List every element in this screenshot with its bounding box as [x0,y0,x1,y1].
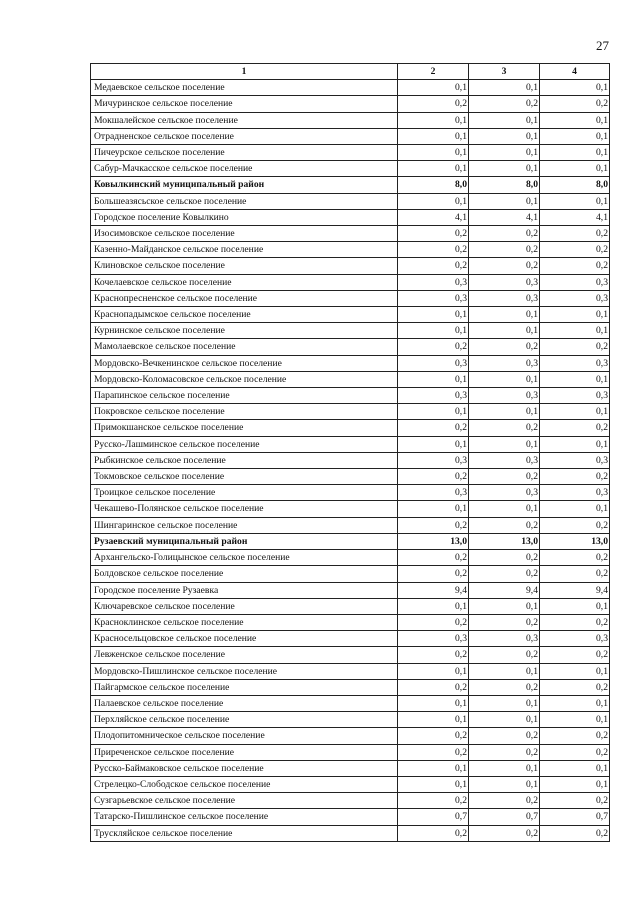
row-col-4-cell: 0,2 [540,614,610,630]
row-name-cell: Токмовское сельское поселение [91,469,398,485]
table-row [91,631,610,647]
row-col-3-cell: 0,3 [469,388,540,404]
row-name-cell: Мордовско-Пишлинское сельское поселение [91,663,398,679]
row-col-3-cell: 0,1 [469,663,540,679]
table-row [91,80,610,96]
table-row [91,388,610,404]
row-col-4-cell: 0,3 [540,274,610,290]
row-col-3-cell: 0,3 [469,485,540,501]
row-col-3-cell: 13,0 [469,533,540,549]
row-col-3-cell: 0,1 [469,193,540,209]
table-row [91,825,610,841]
row-col-3-cell: 0,3 [469,355,540,371]
row-col-4-cell: 0,1 [540,760,610,776]
row-name-cell: Покровское сельское поселение [91,404,398,420]
row-col-4-cell: 0,1 [540,776,610,792]
table-row [91,436,610,452]
table-row [91,290,610,306]
table-row [91,744,610,760]
table-row [91,566,610,582]
row-name-cell: Русско-Баймаковское сельское поселение [91,760,398,776]
row-col-4-cell: 0,1 [540,193,610,209]
row-col-4-cell: 9,4 [540,582,610,598]
row-col-4-cell: 0,7 [540,809,610,825]
row-name-cell: Трускляйское сельское поселение [91,825,398,841]
row-col-2-cell: 0,2 [398,647,469,663]
row-name-cell: Пайгармское сельское поселение [91,679,398,695]
row-col-3-cell: 0,2 [469,647,540,663]
row-col-3-cell: 0,1 [469,598,540,614]
row-col-4-cell: 0,2 [540,679,610,695]
row-col-2-cell: 0,1 [398,161,469,177]
header-col-2: 2 [398,64,469,80]
row-col-2-cell: 0,1 [398,436,469,452]
row-col-3-cell: 0,1 [469,760,540,776]
row-col-3-cell: 0,2 [469,242,540,258]
row-col-2-cell: 0,2 [398,550,469,566]
row-name-cell: Городское поселение Ковылкино [91,209,398,225]
row-col-2-cell: 0,1 [398,776,469,792]
row-col-2-cell: 0,1 [398,760,469,776]
row-col-2-cell: 0,2 [398,614,469,630]
row-col-3-cell: 0,2 [469,96,540,112]
row-col-4-cell: 0,2 [540,420,610,436]
row-name-cell: Отрадненское сельское поселение [91,128,398,144]
table-row [91,679,610,695]
table-header-row [91,64,610,80]
row-col-4-cell: 0,1 [540,598,610,614]
row-col-3-cell: 0,1 [469,436,540,452]
row-col-3-cell: 0,1 [469,80,540,96]
row-col-2-cell: 0,1 [398,663,469,679]
row-col-3-cell: 0,1 [469,712,540,728]
row-col-3-cell: 0,2 [469,614,540,630]
row-col-2-cell: 0,2 [398,226,469,242]
row-name-cell: Казенно-Майданское сельское поселение [91,242,398,258]
row-name-cell: Шингаринское сельское поселение [91,517,398,533]
table-row [91,647,610,663]
row-col-4-cell: 0,1 [540,501,610,517]
table-row [91,323,610,339]
row-col-2-cell: 13,0 [398,533,469,549]
row-col-4-cell: 0,3 [540,388,610,404]
row-col-2-cell: 0,3 [398,355,469,371]
row-col-2-cell: 0,3 [398,388,469,404]
row-col-4-cell: 0,1 [540,128,610,144]
table-row [91,96,610,112]
table-row [91,452,610,468]
table-row [91,663,610,679]
row-col-2-cell: 0,2 [398,793,469,809]
row-col-3-cell: 0,2 [469,744,540,760]
table-row [91,695,610,711]
row-name-cell: Клиновское сельское поселение [91,258,398,274]
row-col-3-cell: 0,2 [469,793,540,809]
row-name-cell: Приреченское сельское поселение [91,744,398,760]
row-col-2-cell: 0,3 [398,631,469,647]
row-name-cell: Троицкое сельское поселение [91,485,398,501]
row-col-3-cell: 0,1 [469,145,540,161]
row-col-3-cell: 0,2 [469,566,540,582]
row-name-cell: Кочелаевское сельское поселение [91,274,398,290]
table-row [91,809,610,825]
row-name-cell: Пичеурское сельское поселение [91,145,398,161]
row-name-cell: Изосимовское сельское поселение [91,226,398,242]
row-col-2-cell: 0,7 [398,809,469,825]
row-col-2-cell: 0,2 [398,744,469,760]
row-col-3-cell: 0,1 [469,161,540,177]
table-row [91,728,610,744]
table-row [91,712,610,728]
row-name-cell: Мордовско-Вечкенинское сельское поселение [91,355,398,371]
row-col-2-cell: 9,4 [398,582,469,598]
row-name-cell: Ковылкинский муниципальный район [91,177,398,193]
row-col-4-cell: 0,1 [540,695,610,711]
row-col-3-cell: 0,1 [469,776,540,792]
row-col-4-cell: 0,2 [540,517,610,533]
row-name-cell: Мичуринское сельское поселение [91,96,398,112]
row-name-cell: Курнинское сельское поселение [91,323,398,339]
table-row [91,517,610,533]
row-name-cell: Татарско-Пишлинское сельское поселение [91,809,398,825]
row-col-4-cell: 8,0 [540,177,610,193]
row-name-cell: Парапинское сельское поселение [91,388,398,404]
header-col-1: 1 [91,64,398,80]
row-col-2-cell: 0,1 [398,598,469,614]
row-col-3-cell: 0,2 [469,420,540,436]
row-col-2-cell: 0,2 [398,469,469,485]
row-col-3-cell: 0,2 [469,550,540,566]
row-col-2-cell: 0,2 [398,679,469,695]
row-col-4-cell: 0,3 [540,290,610,306]
row-col-3-cell: 0,3 [469,452,540,468]
table-row [91,420,610,436]
row-name-cell: Архангельско-Голицынское сельское поселение [91,550,398,566]
row-col-2-cell: 0,1 [398,307,469,323]
row-name-cell: Красноклинское сельское поселение [91,614,398,630]
row-col-4-cell: 0,1 [540,145,610,161]
row-col-4-cell: 0,2 [540,258,610,274]
row-col-4-cell: 0,1 [540,371,610,387]
row-col-2-cell: 0,1 [398,404,469,420]
table-row [91,371,610,387]
row-col-4-cell: 0,2 [540,647,610,663]
row-col-2-cell: 0,2 [398,825,469,841]
row-name-cell: Городское поселение Рузаевка [91,582,398,598]
table-row [91,485,610,501]
row-col-3-cell: 0,2 [469,469,540,485]
row-name-cell: Перхляйское сельское поселение [91,712,398,728]
row-col-3-cell: 0,1 [469,501,540,517]
row-col-4-cell: 0,1 [540,161,610,177]
data-table [90,63,610,842]
table-row [91,112,610,128]
row-col-4-cell: 0,3 [540,485,610,501]
table-row [91,258,610,274]
table-row [91,128,610,144]
row-name-cell: Ключаревское сельское поселение [91,598,398,614]
row-name-cell: Мордовско-Коломасовское сельское поселение [91,371,398,387]
table-row [91,776,610,792]
row-name-cell: Рузаевский муниципальный район [91,533,398,549]
row-col-2-cell: 0,2 [398,420,469,436]
row-col-4-cell: 0,2 [540,728,610,744]
table-row [91,355,610,371]
table-row [91,226,610,242]
row-col-3-cell: 0,1 [469,323,540,339]
table-row [91,145,610,161]
row-name-cell: Красносельцовское сельское поселение [91,631,398,647]
row-col-4-cell: 0,2 [540,339,610,355]
row-name-cell: Палаевское сельское поселение [91,695,398,711]
row-name-cell: Примокшанское сельское поселение [91,420,398,436]
row-col-3-cell: 0,2 [469,728,540,744]
row-name-cell: Русско-Лашминское сельское поселение [91,436,398,452]
row-col-2-cell: 0,2 [398,517,469,533]
row-col-4-cell: 0,2 [540,566,610,582]
row-col-2-cell: 0,2 [398,339,469,355]
row-col-4-cell: 0,1 [540,323,610,339]
row-name-cell: Левженское сельское поселение [91,647,398,663]
row-col-3-cell: 0,2 [469,679,540,695]
row-col-2-cell: 0,3 [398,452,469,468]
row-name-cell: Краснопресненское сельское поселение [91,290,398,306]
row-col-3-cell: 0,1 [469,112,540,128]
row-col-4-cell: 13,0 [540,533,610,549]
row-col-4-cell: 0,2 [540,226,610,242]
table-row [91,307,610,323]
table-row [91,242,610,258]
row-col-2-cell: 4,1 [398,209,469,225]
row-name-cell: Мокшалейское сельское поселение [91,112,398,128]
row-name-cell: Сабур-Мачкасское сельское поселение [91,161,398,177]
row-col-2-cell: 0,1 [398,323,469,339]
row-col-4-cell: 0,1 [540,436,610,452]
row-col-4-cell: 0,2 [540,825,610,841]
page-number: 27 [596,38,609,53]
row-col-3-cell: 0,3 [469,274,540,290]
table-row [91,193,610,209]
row-col-3-cell: 9,4 [469,582,540,598]
row-col-3-cell: 8,0 [469,177,540,193]
row-col-3-cell: 0,1 [469,128,540,144]
table-row [91,404,610,420]
row-col-2-cell: 0,3 [398,290,469,306]
table-row [91,501,610,517]
table-row [91,582,610,598]
row-name-cell: Большеазясьское сельское поселение [91,193,398,209]
row-col-3-cell: 0,1 [469,404,540,420]
table-row [91,177,610,193]
row-col-4-cell: 0,2 [540,793,610,809]
row-col-4-cell: 0,1 [540,112,610,128]
table-row [91,209,610,225]
row-col-3-cell: 0,2 [469,339,540,355]
table-row [91,533,610,549]
row-col-4-cell: 4,1 [540,209,610,225]
row-col-4-cell: 0,1 [540,712,610,728]
row-col-2-cell: 0,1 [398,80,469,96]
row-col-2-cell: 0,3 [398,274,469,290]
row-col-3-cell: 0,2 [469,258,540,274]
table-row [91,550,610,566]
row-col-4-cell: 0,3 [540,631,610,647]
row-col-2-cell: 0,2 [398,566,469,582]
row-col-4-cell: 0,1 [540,80,610,96]
row-col-2-cell: 0,1 [398,371,469,387]
row-col-4-cell: 0,1 [540,663,610,679]
row-col-3-cell: 0,3 [469,290,540,306]
table-row [91,760,610,776]
row-col-2-cell: 0,1 [398,145,469,161]
row-col-2-cell: 0,1 [398,128,469,144]
row-col-3-cell: 0,2 [469,825,540,841]
row-name-cell: Чекашево-Полянское сельское поселение [91,501,398,517]
row-col-2-cell: 0,1 [398,712,469,728]
row-col-2-cell: 0,1 [398,193,469,209]
row-col-2-cell: 0,2 [398,258,469,274]
row-name-cell: Рыбкинское сельское поселение [91,452,398,468]
row-col-4-cell: 0,2 [540,96,610,112]
table-row [91,598,610,614]
row-col-3-cell: 0,2 [469,226,540,242]
table-row [91,339,610,355]
row-col-3-cell: 4,1 [469,209,540,225]
table-row [91,793,610,809]
table-row [91,469,610,485]
row-col-2-cell: 0,1 [398,695,469,711]
row-col-3-cell: 0,1 [469,307,540,323]
row-col-2-cell: 0,2 [398,728,469,744]
row-name-cell: Мамолаевское сельское поселение [91,339,398,355]
row-col-4-cell: 0,1 [540,307,610,323]
header-col-4: 4 [540,64,610,80]
row-name-cell: Краснопадымское сельское поселение [91,307,398,323]
row-col-2-cell: 8,0 [398,177,469,193]
row-col-3-cell: 0,2 [469,517,540,533]
row-col-4-cell: 0,2 [540,469,610,485]
row-col-4-cell: 0,1 [540,404,610,420]
row-col-3-cell: 0,1 [469,695,540,711]
row-col-3-cell: 0,1 [469,371,540,387]
table-row [91,161,610,177]
row-col-4-cell: 0,2 [540,744,610,760]
row-name-cell: Плодопитомническое сельское поселение [91,728,398,744]
row-col-4-cell: 0,2 [540,242,610,258]
row-col-2-cell: 0,1 [398,501,469,517]
table-row [91,274,610,290]
table-row [91,614,610,630]
row-col-4-cell: 0,3 [540,452,610,468]
row-col-2-cell: 0,2 [398,242,469,258]
header-col-3: 3 [469,64,540,80]
row-col-4-cell: 0,3 [540,355,610,371]
row-col-2-cell: 0,1 [398,112,469,128]
row-col-4-cell: 0,2 [540,550,610,566]
table-body [91,80,610,842]
row-col-3-cell: 0,3 [469,631,540,647]
row-name-cell: Медаевское сельское поселение [91,80,398,96]
row-name-cell: Стрелецко-Слободское сельское поселение [91,776,398,792]
row-col-3-cell: 0,7 [469,809,540,825]
row-name-cell: Болдовское сельское поселение [91,566,398,582]
row-col-2-cell: 0,2 [398,96,469,112]
row-name-cell: Сузгарьевское сельское поселение [91,793,398,809]
row-col-2-cell: 0,3 [398,485,469,501]
